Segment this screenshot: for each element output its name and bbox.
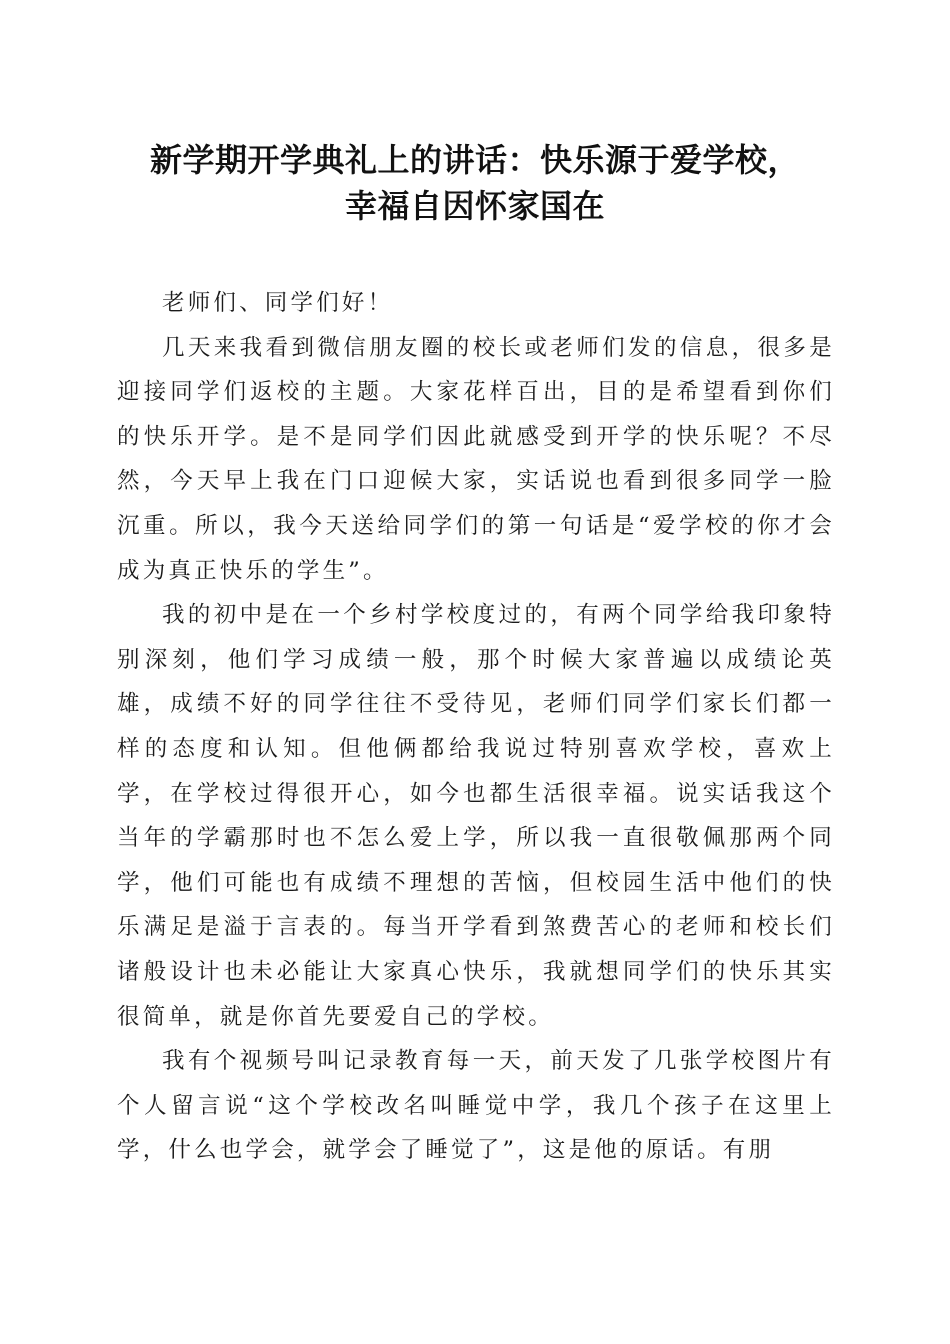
paragraph: 我的初中是在一个乡村学校度过的，有两个同学给我印象特别深刻，他们学习成绩一般，那个时候大家普遍以成绩论英雄，成绩不好的同学往往不受待见，老师们同学们家长们都一样的态度和认知。但他俩都给我说过特别喜欢学校，喜欢上学，在学校过得很开心，如今也都生活很幸福。说实话我这个当年的学霸那时也不怎么爱上学，所以我一直很敬佩那两个同学，他们可能也有成绩不理想的苦恼，但校园生活中他们的快乐满足是溢于言表的。每当开学看到煞费苦心的老师和校长们诸般设计也未必能让大家真心快乐，我就想同学们的快乐其实很简单，就是你首先要爱自己的学校。 <box>117 602 835 1030</box>
paragraph: 几天来我看到微信朋友圈的校长或老师们发的信息，很多是迎接同学们返校的主题。大家花样百出，目的是希望看到你们的快乐开学。是不是同学们因此就感受到开学的快乐呢？不尽然，今天早上我在门口迎候大家，实话说也看到很多同学一脸沉重。所以，我今天送给同学们的第一句话是“爱学校的你才会成为真正快乐的学生”。 <box>117 334 835 584</box>
paragraph-greeting: 老师们、同学们好！ <box>162 290 394 316</box>
title-line-2: 幸福自因怀家国在 <box>344 187 605 225</box>
paragraph: 我有个视频号叫记录教育每一天，前天发了几张学校图片有个人留言说“这个学校改名叫睡觉中学，我几个孩子在这里上学，什么也学会，就学会了睡觉了”，这是他的原话。有朋 <box>117 1048 835 1164</box>
document-body <box>117 281 835 1173</box>
document-title <box>100 137 850 229</box>
title-line-1: 新学期开学典礼上的讲话：快乐源于爱学校， <box>149 141 800 179</box>
